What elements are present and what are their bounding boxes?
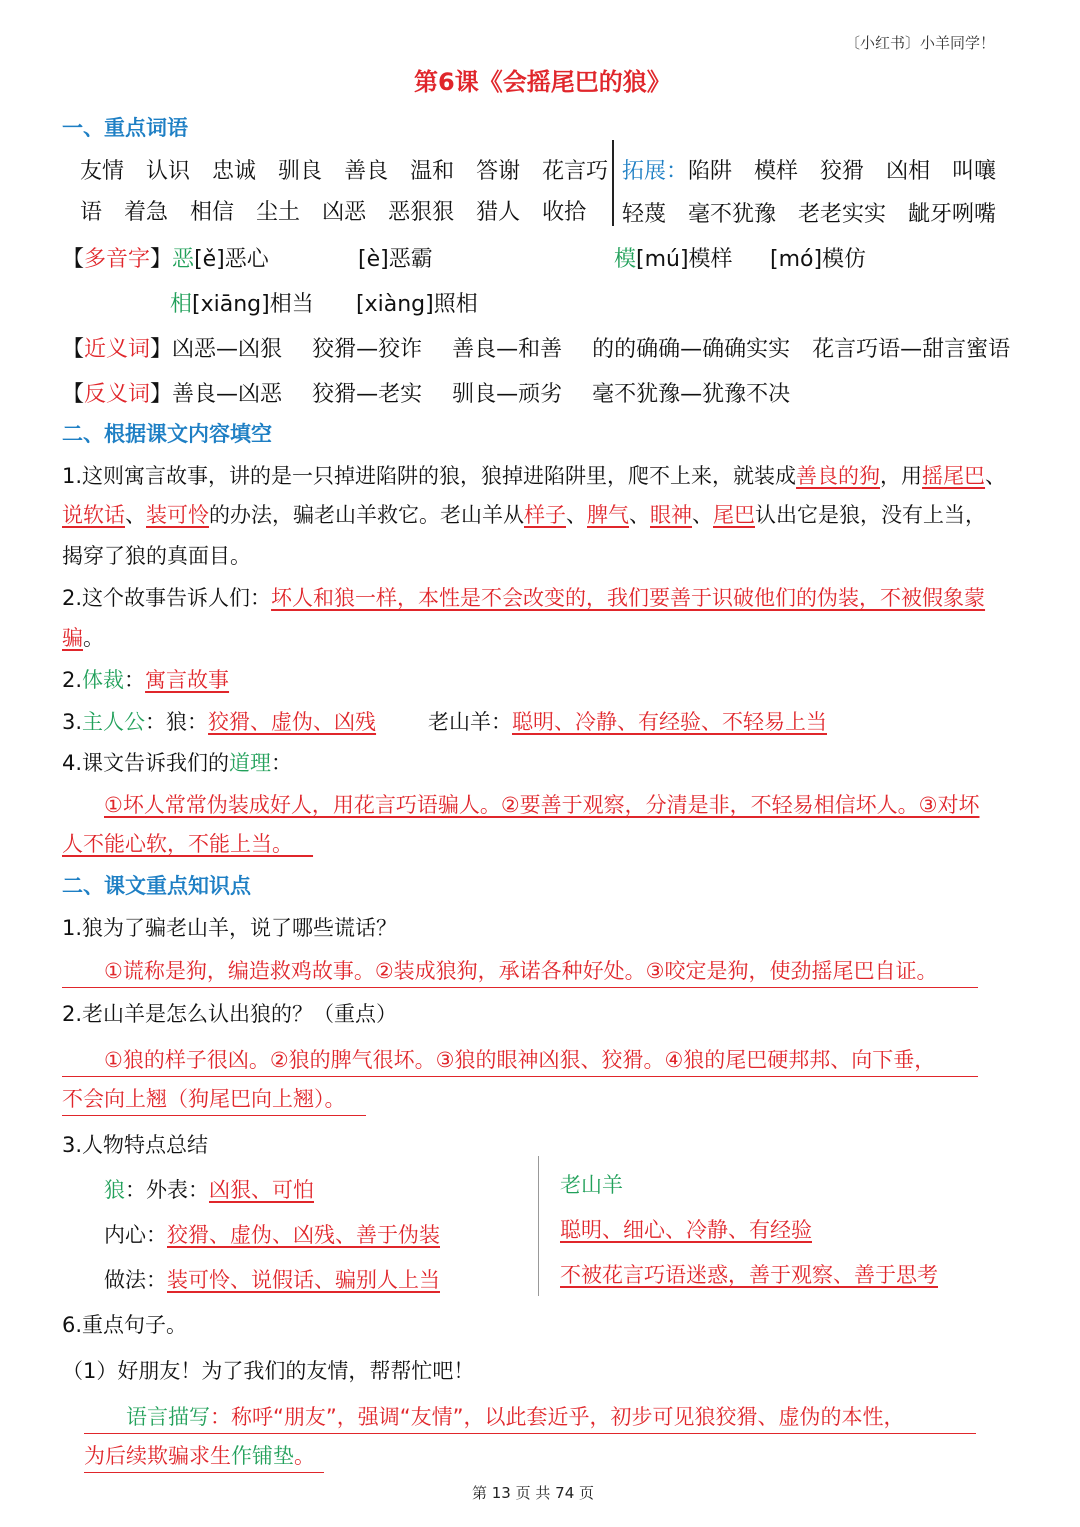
section-heading-1: 一、重点词语 (62, 116, 188, 140)
polyphone-mo-alt: [mó]模仿 (770, 247, 867, 272)
wolf-outer: 狼：外表：凶狠、可怕 (104, 1178, 314, 1202)
antonyms-row: 【反义词】善良—凶恶 狡猾—老实 驯良—顽劣 毫不犹豫—犹豫不决 (62, 382, 791, 407)
key-sentence-analysis-2: 为后续欺骗求生作铺垫。 (84, 1440, 324, 1473)
polyphone-row-1: 【多音字】恶[ě]恶心 (62, 247, 269, 272)
word: 善良 (344, 159, 389, 184)
word: 相信 (190, 200, 235, 225)
word: 狡猾 (820, 159, 865, 184)
fill-goat: 老山羊：聪明、冷静、有经验、不轻易上当 (428, 710, 827, 734)
goat-trait-1: 聪明、细心、冷静、有经验 (560, 1218, 812, 1242)
word: 陷阱 (688, 159, 733, 184)
word: 花言巧 (542, 159, 609, 184)
word: 模样 (754, 159, 799, 184)
knowledge-a2-line2: 不会向上翘（狗尾巴向上翘）。 (62, 1083, 366, 1116)
fill-q1-line1: 1.这则寓言故事，讲的是一只掉进陷阱的狼，狼掉进陷阱里，爬不上来，就装成善良的狗，用摇尾巴、 (62, 464, 1007, 488)
word: 叫嚷 (952, 159, 997, 184)
word: 驯良 (278, 159, 323, 184)
knowledge-q1: 1.狼为了骗老山羊，说了哪些谎话？ (62, 916, 398, 940)
extension-label: 拓展： (622, 159, 689, 184)
word: 凶恶 (322, 200, 367, 225)
key-sentence-analysis-1: 语言描写：称呼“朋友”，强调“友情”，以此套近乎，初步可见狼狡猾、虚伪的本性， (84, 1401, 976, 1434)
word: 认识 (146, 159, 191, 184)
fill-lesson-q: 4.课文告诉我们的道理： (62, 751, 293, 775)
words-row-2 (80, 195, 608, 226)
word: 恶狠狠 (388, 200, 455, 225)
synonyms-row: 【近义词】凶恶—凶狠 狡猾—狡诈 善良—和善 的的确确—确确实实 花言巧语—甜言蜜语 (62, 337, 1011, 362)
word: 龇牙咧嘴 (908, 202, 997, 227)
key-sentence-1: （1）好朋友！为了我们的友情，帮帮忙吧！ (62, 1359, 475, 1383)
wolf-inner: 内心：狡猾、虚伪、凶残、善于伪装 (104, 1223, 440, 1247)
word: 凶相 (886, 159, 931, 184)
words-row-1 (80, 154, 630, 185)
polyphone-e-alt: [è]恶霸 (358, 247, 433, 272)
word: 尘土 (256, 200, 301, 225)
fill-lesson-a1: ①坏人常常伪装成好人，用花言巧语骗人。②要善于观察，分清是非，不轻易相信坏人。③对坏 (104, 793, 980, 817)
fill-protagonist: 3.主人公：狼：狡猾、虚伪、凶残 (62, 710, 377, 734)
wolf-actions: 做法：装可怜、说假话、骗别人上当 (104, 1268, 440, 1292)
word: 猎人 (476, 200, 521, 225)
word: 温和 (410, 159, 455, 184)
fill-q2-line2: 骗。 (62, 626, 104, 650)
fill-q2-line1: 2.这个故事告诉人们：坏人和狼一样，本性是不会改变的，我们要善于识破他们的伪装，不被假象蒙 (62, 586, 986, 610)
knowledge-a2-line1: ①狼的样子很凶。②狼的脾气很坏。③狼的眼神凶狠、狡猾。④狼的尾巴硬邦邦、向下垂， (62, 1044, 978, 1077)
word: 语 (80, 200, 103, 225)
polyphone-xiang-alt: [xiàng]照相 (356, 292, 478, 317)
knowledge-a1: ①谎称是狗，编造救鸡故事。②装成狼狗，承诺各种好处。③咬定是狗，使劲摇尾巴自证。 (62, 955, 978, 988)
word: 毫不犹豫 (688, 202, 777, 227)
goat-trait-2: 不被花言巧语迷惑，善于观察、善于思考 (560, 1263, 938, 1287)
goat-heading: 老山羊 (560, 1173, 623, 1197)
word: 老老实实 (798, 202, 887, 227)
word: 轻蔑 (622, 202, 667, 227)
word: 忠诚 (212, 159, 257, 184)
synonym-label: 近义词 (84, 337, 151, 362)
header-note: 〔小红书〕小羊同学！ (845, 34, 996, 52)
extension-row-2 (622, 197, 1018, 228)
word: 着急 (124, 200, 169, 225)
antonym-label: 反义词 (84, 382, 151, 407)
traits-divider (538, 1156, 539, 1296)
word: 收拾 (542, 200, 587, 225)
polyphone-label: 多音字 (84, 247, 151, 272)
page-title: 第6课《会摇尾巴的狼》 (414, 68, 671, 96)
knowledge-q3: 3.人物特点总结 (62, 1133, 209, 1157)
polyphone-xiang: 相[xiāng]相当 (170, 292, 314, 317)
section-heading-3: 二、课文重点知识点 (62, 874, 251, 898)
word: 答谢 (476, 159, 521, 184)
polyphone-mo: 模[mú]模样 (614, 247, 733, 272)
section-heading-2: 二、根据课文内容填空 (62, 422, 272, 446)
extension-row-1 (622, 154, 1018, 185)
fill-q1-line2: 说软话、装可怜的办法，骗老山羊救它。老山羊从样子、脾气、眼神、尾巴认出它是狼，没有上当， (62, 503, 986, 527)
fill-q1-line3: 揭穿了狼的真面目。 (62, 544, 251, 568)
word: 友情 (80, 159, 125, 184)
fill-lesson-a2: 人不能心软，不能上当。 (62, 832, 293, 856)
fill-genre: 2.体裁：寓言故事 (62, 668, 230, 692)
knowledge-q6: 6.重点句子。 (62, 1313, 188, 1337)
knowledge-q2: 2.老山羊是怎么认出狼的？（重点） (62, 1002, 398, 1026)
words-divider (612, 140, 614, 226)
page-footer: 第 13 页 共 74 页 (472, 1484, 595, 1502)
